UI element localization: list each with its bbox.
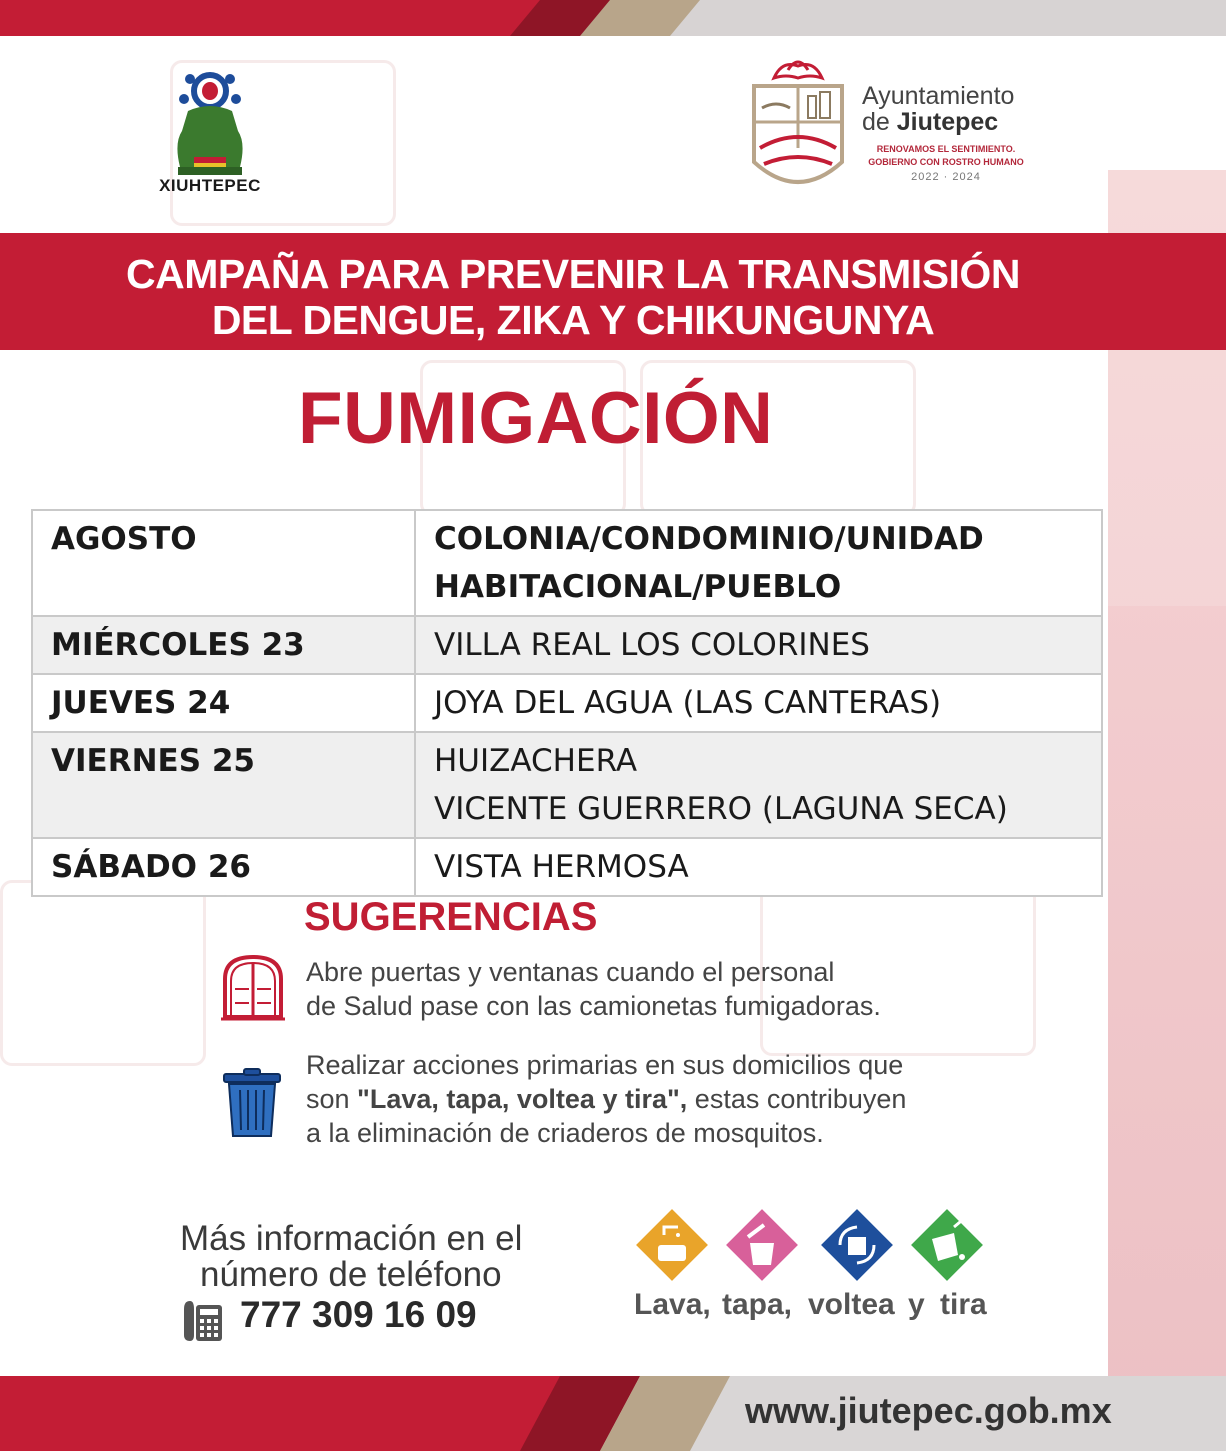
row-place-line1: VILLA REAL LOS COLORINES: [434, 627, 870, 663]
suggestion-item-1: [306, 955, 881, 1023]
row-place: [415, 838, 1102, 896]
row-place: [415, 674, 1102, 732]
action-label-voltea: voltea: [808, 1288, 895, 1321]
row-place-line1: JOYA DEL AGUA (LAS CANTERAS): [434, 685, 942, 721]
suggestion-2-line2-prefix: son: [306, 1084, 358, 1114]
right-side-panel-lower: [1108, 606, 1226, 1376]
trash-bin-icon: [222, 1068, 282, 1138]
row-place: [415, 732, 1102, 838]
jiutepec-label-prefix: de: [862, 108, 897, 136]
jiutepec-label-bold: Jiutepec: [896, 108, 999, 136]
administration-years: 2022 · 2024: [911, 171, 981, 183]
watermark-shape: [0, 880, 206, 1066]
suggestion-2-line2-suffix: estas contribuyen: [687, 1084, 907, 1114]
top-stripe: [0, 0, 1226, 36]
suggestion-2-line2: [306, 1082, 906, 1116]
table-row: [32, 732, 1102, 838]
tagline-line2: GOBIERNO CON ROSTRO HUMANO: [868, 157, 1024, 167]
xiuhtepec-logo-label: XIUHTEPEC: [159, 176, 261, 195]
jiutepec-label: [862, 108, 998, 137]
table-row: [32, 674, 1102, 732]
table-row: [32, 616, 1102, 674]
website-link[interactable]: www.jiutepec.gob.mx: [745, 1390, 1112, 1431]
action-label-tapa: tapa,: [722, 1288, 793, 1321]
suggestions-title: SUGERENCIAS: [304, 895, 598, 939]
action-diamonds: [632, 1205, 992, 1285]
contact-line1: Más información en el: [180, 1219, 523, 1258]
cover-icon: [724, 1207, 800, 1283]
wash-icon: [634, 1207, 710, 1283]
banner-line2: DEL DENGUE, ZIKA Y CHIKUNGUNYA: [211, 297, 935, 343]
flip-icon: [819, 1207, 895, 1283]
fumigation-schedule-table: [31, 509, 1103, 897]
row-day: JUEVES 24: [32, 674, 415, 732]
phone-number[interactable]: 777 309 16 09: [240, 1294, 477, 1335]
header-place-line1: COLONIA/CONDOMINIO/UNIDAD: [434, 521, 984, 557]
row-place: [415, 616, 1102, 674]
header-place: [415, 510, 1102, 616]
tagline-line1: RENOVAMOS EL SENTIMIENTO.: [876, 144, 1016, 154]
suggestion-1-line1: Abre puertas y ventanas cuando el personal: [306, 957, 835, 987]
header-place-line2: HABITACIONAL/PUEBLO: [434, 569, 842, 605]
throw-icon: [909, 1207, 985, 1283]
suggestion-2-line2-bold: "Lava, tapa, voltea y tira",: [357, 1084, 688, 1114]
row-place-line2: VICENTE GUERRERO (LAGUNA SECA): [434, 791, 1008, 827]
window-icon: [219, 953, 287, 1021]
row-day: MIÉRCOLES 23: [32, 616, 415, 674]
jiutepec-emblem-icon: [748, 52, 848, 196]
header-month-text: AGOSTO: [51, 521, 197, 557]
header-month: [32, 510, 415, 616]
ayuntamiento-label: Ayuntamiento: [862, 82, 1015, 110]
row-day: SÁBADO 26: [32, 838, 415, 896]
page-title: FUMIGACIÓN: [298, 378, 774, 459]
suggestion-2-line1: Realizar acciones primarias en sus domicilios que: [306, 1050, 904, 1080]
row-day: VIERNES 25: [32, 732, 415, 838]
contact-line2: número de teléfono: [200, 1255, 502, 1294]
row-place-line1: VISTA HERMOSA: [434, 849, 689, 885]
telephone-icon: [182, 1297, 224, 1343]
campaign-banner: [0, 233, 1226, 350]
suggestion-2-line3: a la eliminación de criaderos de mosquitos.: [306, 1118, 824, 1148]
table-header-row: [32, 510, 1102, 616]
suggestion-1-line2: de Salud pase con las camionetas fumigadoras.: [306, 991, 881, 1021]
table-row: [32, 838, 1102, 896]
banner-line1: CAMPAÑA PARA PREVENIR LA TRANSMISIÓN: [126, 251, 1020, 297]
action-label-tira: tira: [940, 1288, 987, 1321]
action-label-lava: Lava,: [634, 1288, 711, 1321]
row-place-line1: HUIZACHERA: [434, 743, 638, 779]
action-label-y: y: [908, 1288, 925, 1321]
suggestion-item-2: [306, 1048, 906, 1150]
